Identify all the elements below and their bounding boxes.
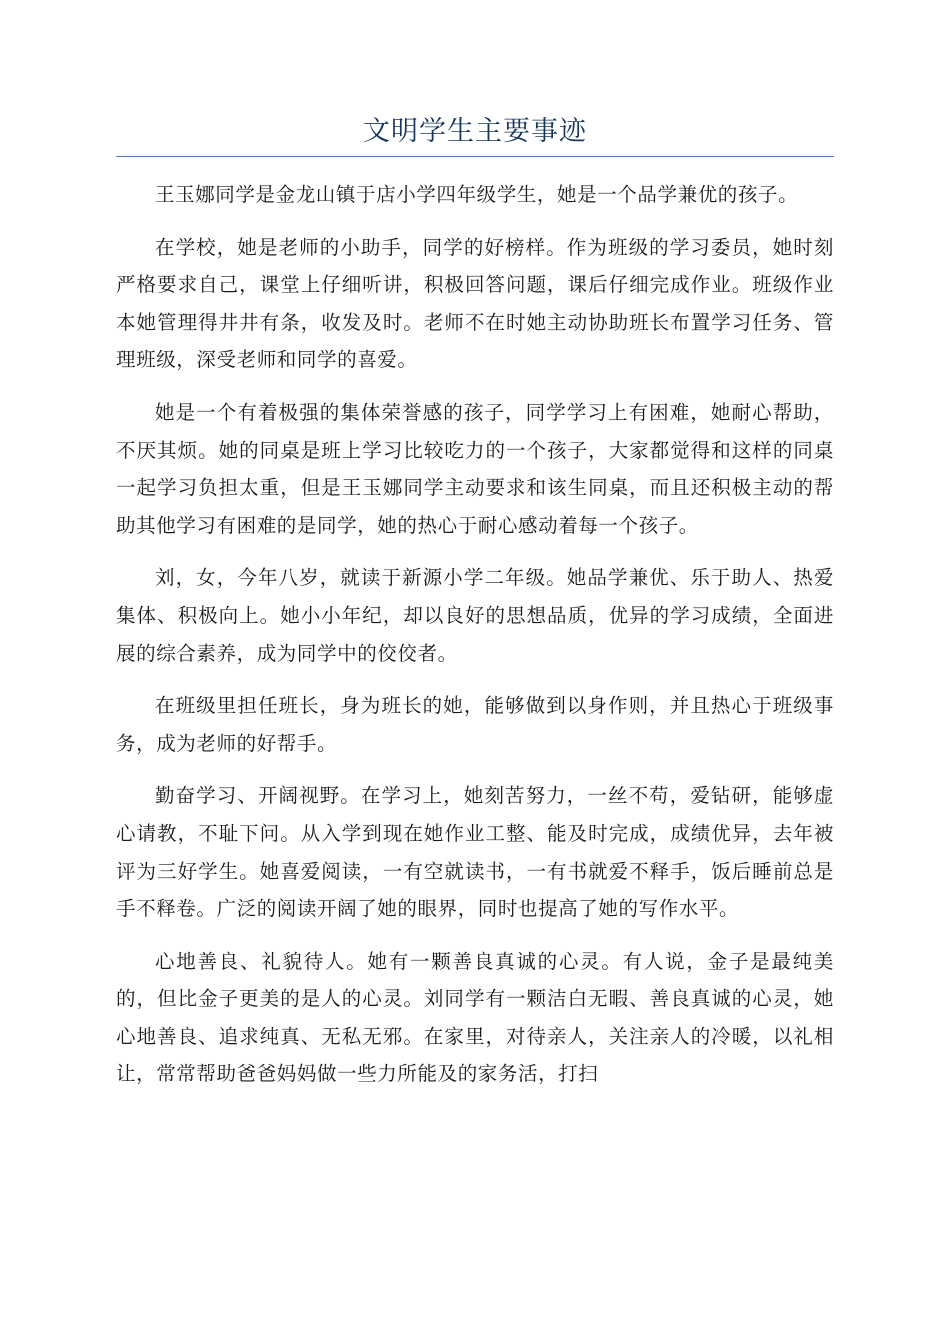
paragraph-6: 勤奋学习、开阔视野。在学习上，她刻苦努力，一丝不苟，爱钻研，能够虚心请教，不耻下问。从入学到现在她作业工整、能及时完成，成绩优异，去年被评为三好学生。她喜爱阅读，一有空就读书，一有书就爱不释手，饭后睡前总是手不释卷。广泛的阅读开阔了她的眼界，同时也提高了她的写作水平。 xyxy=(116,784,834,921)
paragraph-7: 心地善良、礼貌待人。她有一颗善良真诚的心灵。有人说，金子是最纯美的，但比金子更美的是人的心灵。刘同学有一颗洁白无暇、善良真诚的心灵，她心地善良、追求纯真、无私无邪。在家里，对待亲人，关注亲人的冷暖，以礼相让，常常帮助爸爸妈妈做一些力所能及的家务活，打扫 xyxy=(116,949,834,1086)
paragraph-4: 刘，女，今年八岁，就读于新源小学二年级。她品学兼优、乐于助人、热爱集体、积极向上。她小小年纪，却以良好的思想品质，优异的学习成绩，全面进展的综合素养，成为同学中的佼佼者。 xyxy=(116,566,834,665)
document-title: 文明学生主要事迹 xyxy=(363,116,587,147)
paragraph-3: 她是一个有着极强的集体荣誉感的孩子，同学学习上有困难，她耐心帮助，不厌其烦。她的同桌是班上学习比较吃力的一个孩子，大家都觉得和这样的同桌一起学习负担太重，但是王玉娜同学主动要求和该生同桌，而且还积极主动的帮助其他学习有困难的是同学，她的热心于耐心感动着每一个孩子。 xyxy=(116,400,834,537)
document-body xyxy=(116,176,834,1108)
paragraph-5: 在班级里担任班长，身为班长的她，能够做到以身作则，并且热心于班级事务，成为老师的好帮手。 xyxy=(116,694,834,755)
paragraph-1: 王玉娜同学是金龙山镇于店小学四年级学生，她是一个品学兼优的孩子。 xyxy=(155,183,799,206)
title-block xyxy=(116,108,834,157)
paragraph-2: 在学校，她是老师的小助手，同学的好榜样。作为班级的学习委员，她时刻严格要求自己，课堂上仔细听讲，积极回答问题，课后仔细完成作业。班级作业本她管理得井井有条，收发及时。老师不在时她主动协助班长布置学习任务、管理班级，深受老师和同学的喜爱。 xyxy=(116,235,834,372)
